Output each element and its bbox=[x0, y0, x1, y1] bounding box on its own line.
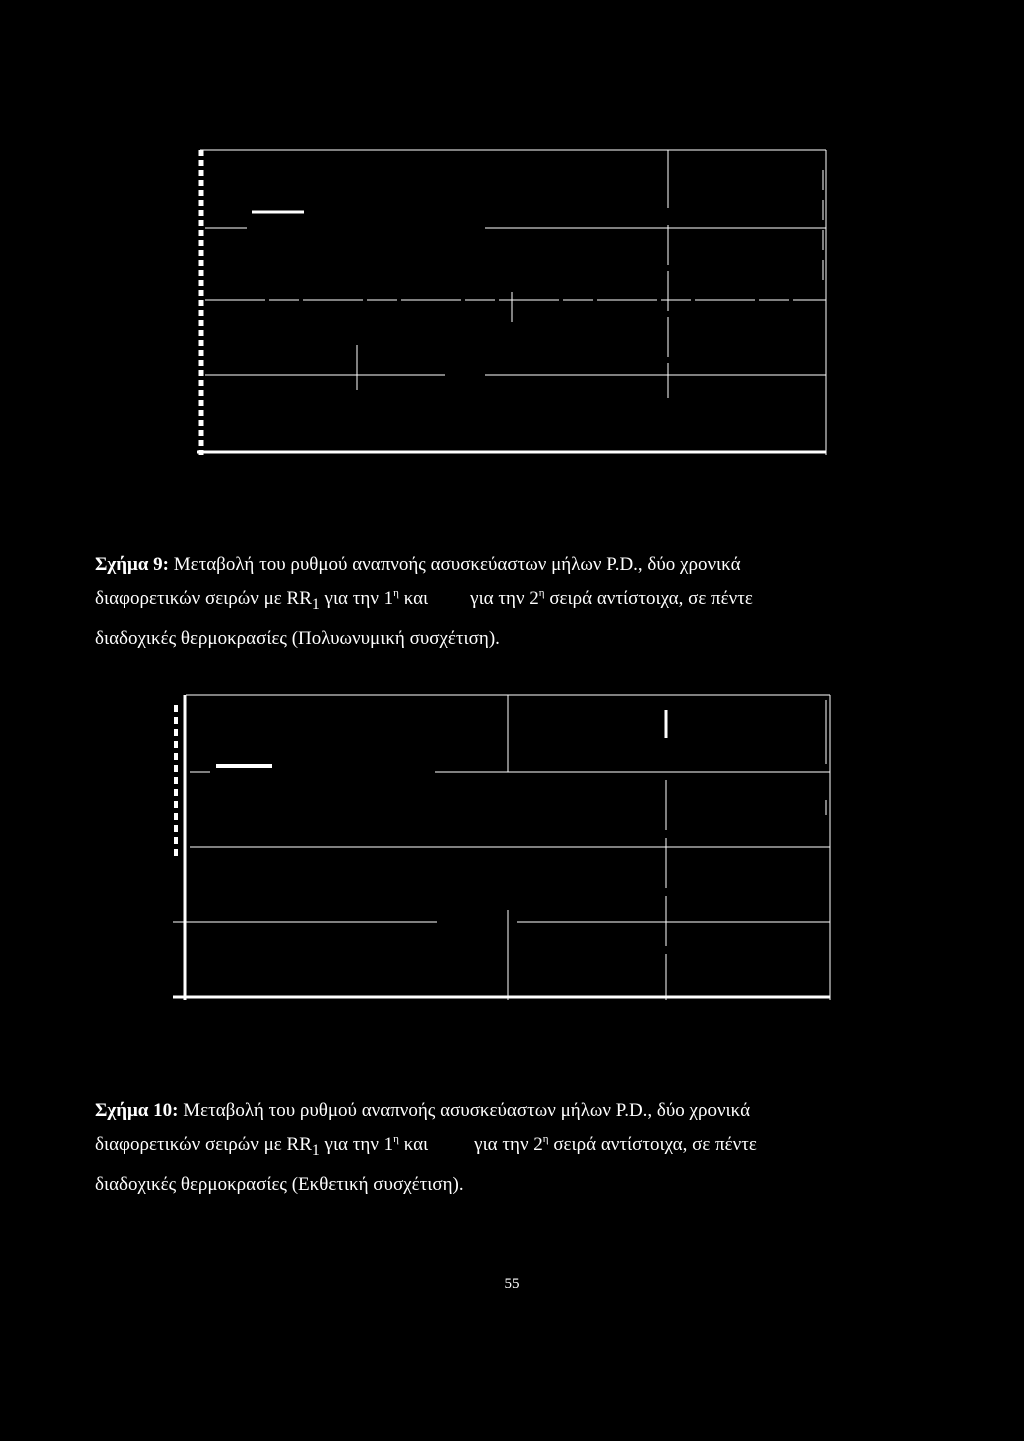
caption-text: και bbox=[398, 588, 429, 609]
figure-label: Σχήμα 10: bbox=[95, 1100, 179, 1121]
caption-line bbox=[95, 622, 935, 656]
caption-line bbox=[95, 582, 935, 622]
caption-text: διαφορετικών σειρών με RR bbox=[95, 588, 312, 609]
caption-superscript: η bbox=[393, 587, 399, 599]
caption-text: σειρά αντίστοιχα, σε πέντε bbox=[544, 588, 753, 609]
caption-line bbox=[95, 1168, 935, 1202]
caption-text: διαδοχικές θερμοκρασίες (Εκθετική συσχέτιση). bbox=[95, 1173, 464, 1195]
caption-line bbox=[95, 1128, 935, 1168]
caption-text: για την 2 bbox=[474, 1134, 543, 1155]
caption-subscript: 1 bbox=[311, 595, 320, 613]
caption-text: διαφορετικών σειρών με RR bbox=[95, 1134, 312, 1155]
caption-text: για την 1 bbox=[319, 588, 394, 609]
caption-superscript: η bbox=[538, 587, 545, 599]
caption-text: διαδοχικές θερμοκρασίες (Πολυωνυμική συσχέτιση). bbox=[95, 627, 500, 649]
caption-text: για την 2 bbox=[470, 588, 539, 609]
figure-9-caption bbox=[95, 548, 935, 656]
figure-9-chart bbox=[0, 0, 1024, 470]
caption-text: Μεταβολή του ρυθμού αναπνοής ασυσκεύαστων μήλων P.D., δύο χρονικά bbox=[168, 554, 741, 575]
figure-10-caption bbox=[95, 1094, 935, 1202]
caption-line bbox=[95, 548, 935, 582]
caption-superscript: η bbox=[542, 1133, 549, 1145]
figure-label: Σχήμα 9: bbox=[95, 554, 169, 575]
caption-subscript: 1 bbox=[311, 1141, 320, 1159]
caption-text: και bbox=[398, 1134, 429, 1155]
caption-superscript: η bbox=[393, 1133, 399, 1145]
caption-text: σειρά αντίστοιχα, σε πέντε bbox=[548, 1134, 757, 1155]
caption-line bbox=[95, 1094, 935, 1128]
caption-text: για την 1 bbox=[319, 1134, 394, 1155]
figure-10-graphic bbox=[0, 680, 1024, 1020]
page-number: 55 bbox=[504, 1276, 520, 1292]
figure-10-chart bbox=[0, 680, 1024, 1020]
figure-9-graphic bbox=[0, 0, 1024, 470]
caption-text: Μεταβολή του ρυθμού αναπνοής ασυσκεύαστων μήλων P.D., δύο χρονικά bbox=[178, 1100, 751, 1121]
